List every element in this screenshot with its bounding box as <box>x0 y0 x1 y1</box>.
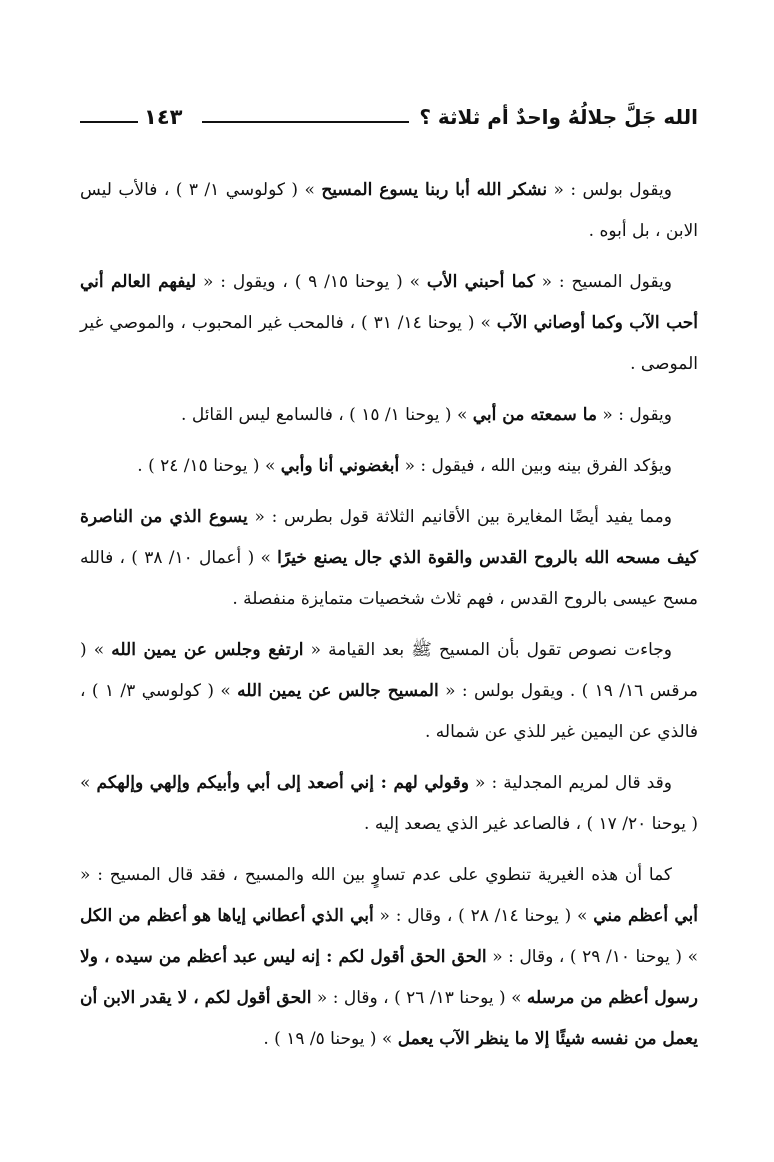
header-rule-long <box>202 121 409 123</box>
header-rule-short <box>80 121 138 123</box>
body-text-run: » ( يوحنا ١٣/ ٢٦ ) ، وقال : « <box>311 988 527 1008</box>
body-text-run: » ( يوحنا ٢٠/ ١٧ ) ، فالصاعد غير الذي يصعد إليه . <box>80 773 698 834</box>
body-text-run: ويقول : « <box>596 405 672 425</box>
quoted-scripture-text: ليفهم العالم أني أحب الآب وكما أوصاني الآب <box>80 272 698 333</box>
quoted-scripture-text: يسوع الذي من الناصرة كيف مسحه الله بالروح القدس والقوة الذي جال يصنع خيرًا <box>80 507 699 568</box>
page-number: ١٤٣ <box>144 105 183 129</box>
body-text-run: » ( يوحنا ١٤/ ٢٨ ) ، وقال : « <box>373 906 594 926</box>
paragraph <box>80 630 698 753</box>
quoted-scripture-text: نشكر الله أبا ربنا يسوع المسيح <box>321 180 548 200</box>
quoted-scripture-text: الحق أقول لكم ، لا يقدر الابن أن يعمل من نفسه شيئًا إلا ما ينظر الآب يعمل <box>80 988 698 1049</box>
paragraph <box>80 262 698 385</box>
body-text-run: ويقول بولس : « <box>547 180 672 200</box>
body-text-run: كما أن هذه الغيرية تنطوي على عدم تساوٍ بين الله والمسيح ، فقد قال المسيح : « <box>80 865 672 885</box>
body-text-run: » ( مرقس ١٦/ ١٩ ) . ويقول بولس : « <box>80 640 698 701</box>
body-text-run: » ( يوحنا ١٤/ ٣١ ) ، فالمحب غير المحبوب ، والموصي غير الموصى . <box>80 313 698 374</box>
quoted-scripture-text: ما سمعته من أبي <box>472 405 597 425</box>
body-text-run: وجاءت نصوص تقول بأن المسيح ﷺ بعد القيامة « <box>303 640 672 660</box>
paragraph <box>80 763 698 845</box>
quoted-scripture-text: الحق الحق أقول لكم : إنه ليس عبد أعظم من سيده ، ولا رسول أعظم من مرسله <box>80 947 698 1008</box>
body-text-run: » ( يوحنا ١/ ١٥ ) ، فالسامع ليس القائل . <box>181 405 473 425</box>
body-text-run: » ( كولوسي ١/ ٣ ) ، فالأب ليس الابن ، بل أبوه . <box>80 180 698 241</box>
body-text-run: » ( كولوسي ٣/ ١ ) ، فالذي عن اليمين غير للذي عن شماله . <box>80 681 698 742</box>
body-text-run: وقد قال لمريم المجدلية : « <box>468 773 672 793</box>
quoted-scripture-text: أبي الذي أعطاني إياها هو أعظم من الكل <box>80 906 374 926</box>
body-text-run: » ( يوحنا ١٥/ ٩ ) ، ويقول : « <box>196 272 427 292</box>
paragraph <box>80 395 698 436</box>
body-text-run: » ( أعمال ١٠/ ٣٨ ) ، فالله مسح عيسى بالروح القدس ، فهم ثلاث شخصيات متمايزة منفصلة . <box>80 548 698 609</box>
running-title: الله جَلَّ جلالُهُ واحدٌ أم ثلاثة ؟ <box>419 105 698 129</box>
paragraph <box>80 170 698 252</box>
quoted-scripture-text: أبغضوني أنا وأبي <box>280 456 400 476</box>
quoted-scripture-text: المسيح جالس عن يمين الله <box>237 681 439 701</box>
quoted-scripture-text: ارتفع وجلس عن يمين الله <box>111 640 304 660</box>
quoted-scripture-text: أبي أعظم مني <box>593 906 699 926</box>
page-body <box>80 170 698 1070</box>
body-text-run: ويقول المسيح : « <box>534 272 672 292</box>
paragraph <box>80 497 698 620</box>
quoted-scripture-text: وقولي لهم : إني أصعد إلى أبي وأبيكم وإلهي وإلهكم <box>96 773 469 793</box>
paragraph <box>80 855 698 1060</box>
body-text-run: » ( يوحنا ١٠/ ٢٩ ) ، وقال : « <box>486 947 698 967</box>
running-header <box>80 100 698 134</box>
paragraph <box>80 446 698 487</box>
body-text-run: » ( يوحنا ١٥/ ٢٤ ) . <box>137 456 281 476</box>
body-text-run: » ( يوحنا ٥/ ١٩ ) . <box>263 1029 398 1049</box>
quoted-scripture-text: كما أحبني الأب <box>426 272 535 292</box>
body-text-run: ومما يفيد أيضًا المغايرة بين الأقانيم الثلاثة قول بطرس : « <box>247 507 672 527</box>
body-text-run: ويؤكد الفرق بينه وبين الله ، فيقول : « <box>399 456 672 476</box>
